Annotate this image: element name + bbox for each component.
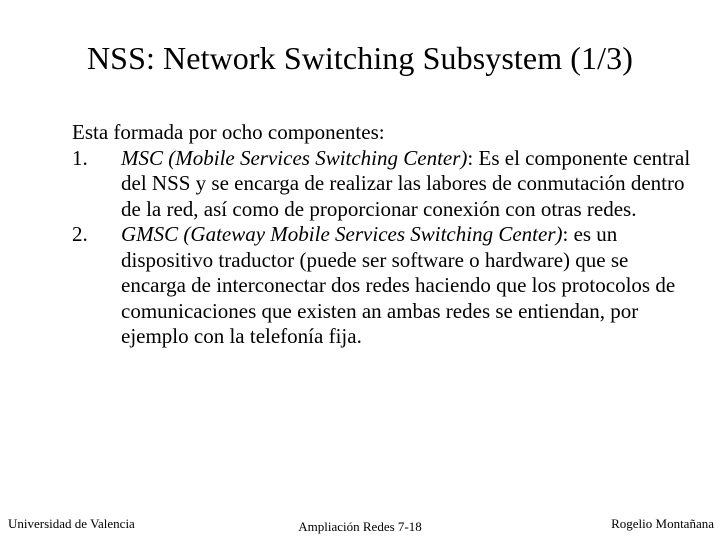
slide-title: NSS: Network Switching Subsystem (1/3)	[86, 40, 634, 76]
list-item-text	[121, 146, 692, 223]
footer-right: Rogelio Montañana	[611, 516, 714, 531]
list-item-text	[121, 222, 692, 350]
list-item-number: 1.	[72, 145, 88, 170]
footer-center: Ampliación Redes 7-18	[298, 519, 422, 534]
list-item-term: MSC (Mobile Services Switching Center)	[121, 145, 468, 170]
list-item-description: : Es el componente central del NSS y se encarga de realizar las labores de conmutación dentro de la red, así como de proporcionar conexión con otras redes.	[121, 145, 691, 221]
list-item-description: : es un dispositivo traductor (puede ser software o hardware) que se encarga de interconectar dos redes haciendo que los protocolos de comunicaciones que existen an ambas redes se entiendan, por ejemplo con la telefonía fija.	[121, 222, 676, 348]
list-item-number: 2.	[72, 222, 88, 246]
list-item	[72, 146, 692, 223]
footer-left: Universidad de Valencia	[8, 516, 135, 531]
slide-body	[72, 120, 692, 350]
list-item-term: GMSC (Gateway Mobile Services Switching Center)	[121, 222, 563, 246]
list-item	[72, 222, 692, 350]
intro-text: Esta formada por ocho componentes:	[72, 120, 385, 144]
